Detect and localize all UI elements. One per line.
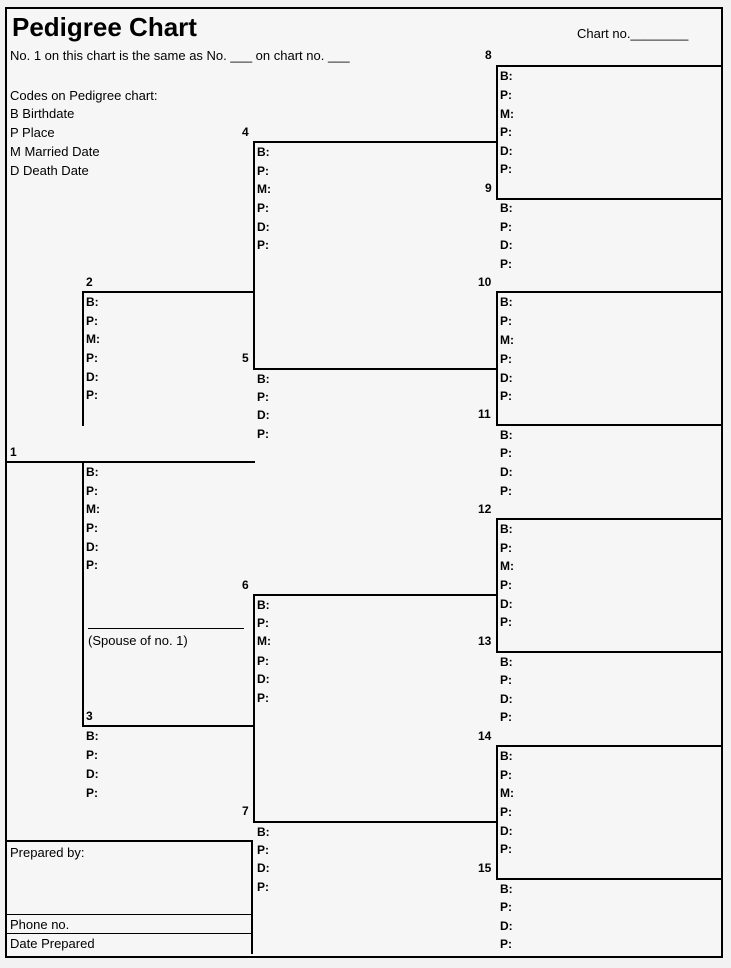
codes-heading: Codes on Pedigree chart: (10, 88, 158, 103)
person-8-field[interactable]: B: (500, 69, 513, 83)
person-12-field[interactable]: D: (500, 597, 513, 611)
person-10-field[interactable]: P: (500, 352, 512, 366)
date-prepared-label: Date Prepared (10, 936, 95, 951)
person-14-field[interactable]: D: (500, 824, 513, 838)
code-married: M Married Date (10, 144, 100, 159)
person-11-field[interactable]: D: (500, 465, 513, 479)
person-1-field[interactable]: B: (86, 465, 99, 479)
person-5-field[interactable]: B: (257, 372, 270, 386)
person-7-field[interactable]: P: (257, 880, 269, 894)
person-14-field[interactable]: B: (500, 749, 513, 763)
person-12-field[interactable]: P: (500, 615, 512, 629)
person-number-4: 4 (242, 125, 249, 139)
person-number-6: 6 (242, 578, 249, 592)
person-8-field[interactable]: P: (500, 88, 512, 102)
person-5-field[interactable]: D: (257, 408, 270, 422)
person-9-field[interactable]: B: (500, 201, 513, 215)
person-8-field[interactable]: P: (500, 162, 512, 176)
bracket-8-9 (496, 65, 498, 200)
person-12-field[interactable]: M: (500, 559, 514, 573)
person-1-field[interactable]: P: (86, 558, 98, 572)
person-4-field[interactable]: P: (257, 201, 269, 215)
person-1-field[interactable]: D: (86, 540, 99, 554)
bracket-2-upper (82, 291, 84, 426)
chart-number-field[interactable]: Chart no.________ (577, 26, 689, 41)
line-person-8 (496, 65, 721, 67)
bracket-2-3 (82, 463, 84, 727)
line-person-1 (7, 461, 255, 463)
person-number-2: 2 (86, 275, 93, 289)
line-person-9 (496, 198, 721, 200)
person-12-field[interactable]: P: (500, 541, 512, 555)
person-4-field[interactable]: M: (257, 182, 271, 196)
bracket-6-7 (253, 594, 255, 823)
bracket-10-11 (496, 291, 498, 426)
person-9-field[interactable]: D: (500, 238, 513, 252)
person-6-field[interactable]: P: (257, 616, 269, 630)
person-2-field[interactable]: B: (86, 295, 99, 309)
person-14-field[interactable]: M: (500, 786, 514, 800)
person-14-field[interactable]: P: (500, 768, 512, 782)
person-14-field[interactable]: P: (500, 805, 512, 819)
person-15-field[interactable]: D: (500, 919, 513, 933)
person-9-field[interactable]: P: (500, 257, 512, 271)
person-10-field[interactable]: B: (500, 295, 513, 309)
person-10-field[interactable]: D: (500, 371, 513, 385)
person-15-field[interactable]: P: (500, 900, 512, 914)
chart-frame (5, 7, 723, 958)
person-1-field[interactable]: P: (86, 484, 98, 498)
code-place: P Place (10, 125, 55, 140)
code-birthdate: B Birthdate (10, 106, 75, 121)
person-6-field[interactable]: P: (257, 654, 269, 668)
person-6-field[interactable]: M: (257, 634, 271, 648)
person-6-field[interactable]: D: (257, 672, 270, 686)
phone-label: Phone no. (10, 917, 70, 932)
line-person-4 (253, 141, 498, 143)
line-spouse (88, 628, 244, 629)
person-3-field[interactable]: P: (86, 748, 98, 762)
person-4-field[interactable]: P: (257, 238, 269, 252)
person-10-field[interactable]: M: (500, 333, 514, 347)
line-person-15 (496, 878, 721, 880)
person-number-7: 7 (242, 804, 249, 818)
person-7-field[interactable]: D: (257, 861, 270, 875)
person-13-field[interactable]: P: (500, 673, 512, 687)
person-2-field[interactable]: P: (86, 314, 98, 328)
code-death: D Death Date (10, 163, 89, 178)
person-number-14: 14 (478, 729, 492, 743)
person-11-field[interactable]: P: (500, 484, 512, 498)
person-number-3: 3 (86, 709, 93, 723)
person-15-field[interactable]: B: (500, 882, 513, 896)
person-number-10: 10 (478, 275, 492, 289)
person-number-1: 1 (10, 445, 17, 459)
person-6-field[interactable]: P: (257, 691, 269, 705)
person-7-field[interactable]: B: (257, 825, 270, 839)
person-number-5: 5 (242, 351, 249, 365)
person-14-field[interactable]: P: (500, 842, 512, 856)
person-4-field[interactable]: B: (257, 145, 270, 159)
person-number-9: 9 (485, 181, 492, 195)
person-12-field[interactable]: B: (500, 522, 513, 536)
line-person-3 (82, 725, 255, 727)
line-person-10 (496, 291, 721, 293)
person-10-field[interactable]: P: (500, 314, 512, 328)
person-8-field[interactable]: D: (500, 144, 513, 158)
prepared-by-label: Prepared by: (10, 845, 85, 860)
person-3-field[interactable]: P: (86, 786, 98, 800)
person-6-field[interactable]: B: (257, 598, 270, 612)
footer-date-line (7, 933, 252, 934)
person-4-field[interactable]: P: (257, 164, 269, 178)
person-13-field[interactable]: P: (500, 710, 512, 724)
person-9-field[interactable]: P: (500, 220, 512, 234)
spouse-label: (Spouse of no. 1) (88, 633, 188, 648)
line-person-14 (496, 745, 721, 747)
person-number-8: 8 (485, 48, 492, 62)
line-person-13 (496, 651, 721, 653)
person-8-field[interactable]: P: (500, 125, 512, 139)
line-person-2 (82, 291, 255, 293)
person-1-field[interactable]: P: (86, 521, 98, 535)
footer-phone-line (7, 914, 252, 915)
person-15-field[interactable]: P: (500, 937, 512, 951)
bracket-14-15 (496, 745, 498, 880)
person-10-field[interactable]: P: (500, 389, 512, 403)
person-13-field[interactable]: B: (500, 655, 513, 669)
footer-top-line (7, 840, 253, 842)
line-person-7 (253, 821, 498, 823)
person-number-15: 15 (478, 861, 492, 875)
person-2-field[interactable]: M: (86, 332, 100, 346)
line-person-6 (253, 594, 498, 596)
person-7-field[interactable]: P: (257, 843, 269, 857)
person-4-field[interactable]: D: (257, 220, 270, 234)
person-1-field[interactable]: M: (86, 502, 100, 516)
person-2-field[interactable]: P: (86, 351, 98, 365)
person-11-field[interactable]: B: (500, 428, 513, 442)
person-number-13: 13 (478, 634, 492, 648)
person-13-field[interactable]: D: (500, 692, 513, 706)
person-5-field[interactable]: P: (257, 390, 269, 404)
person-12-field[interactable]: P: (500, 578, 512, 592)
bracket-12-13 (496, 518, 498, 653)
footer-divider (251, 840, 253, 954)
line-person-11 (496, 424, 721, 426)
person-2-field[interactable]: P: (86, 388, 98, 402)
person-2-field[interactable]: D: (86, 370, 99, 384)
person-11-field[interactable]: P: (500, 446, 512, 460)
person-3-field[interactable]: D: (86, 767, 99, 781)
person-8-field[interactable]: M: (500, 107, 514, 121)
line-person-12 (496, 518, 721, 520)
person-3-field[interactable]: B: (86, 729, 99, 743)
person-number-12: 12 (478, 502, 492, 516)
person-number-11: 11 (478, 407, 491, 421)
person-5-field[interactable]: P: (257, 427, 269, 441)
line-person-5 (253, 368, 498, 370)
chart-instruction: No. 1 on this chart is the same as No. ___ on chart no. ___ (10, 48, 350, 63)
page-title: Pedigree Chart (12, 12, 197, 42)
bracket-4-5 (253, 141, 255, 370)
